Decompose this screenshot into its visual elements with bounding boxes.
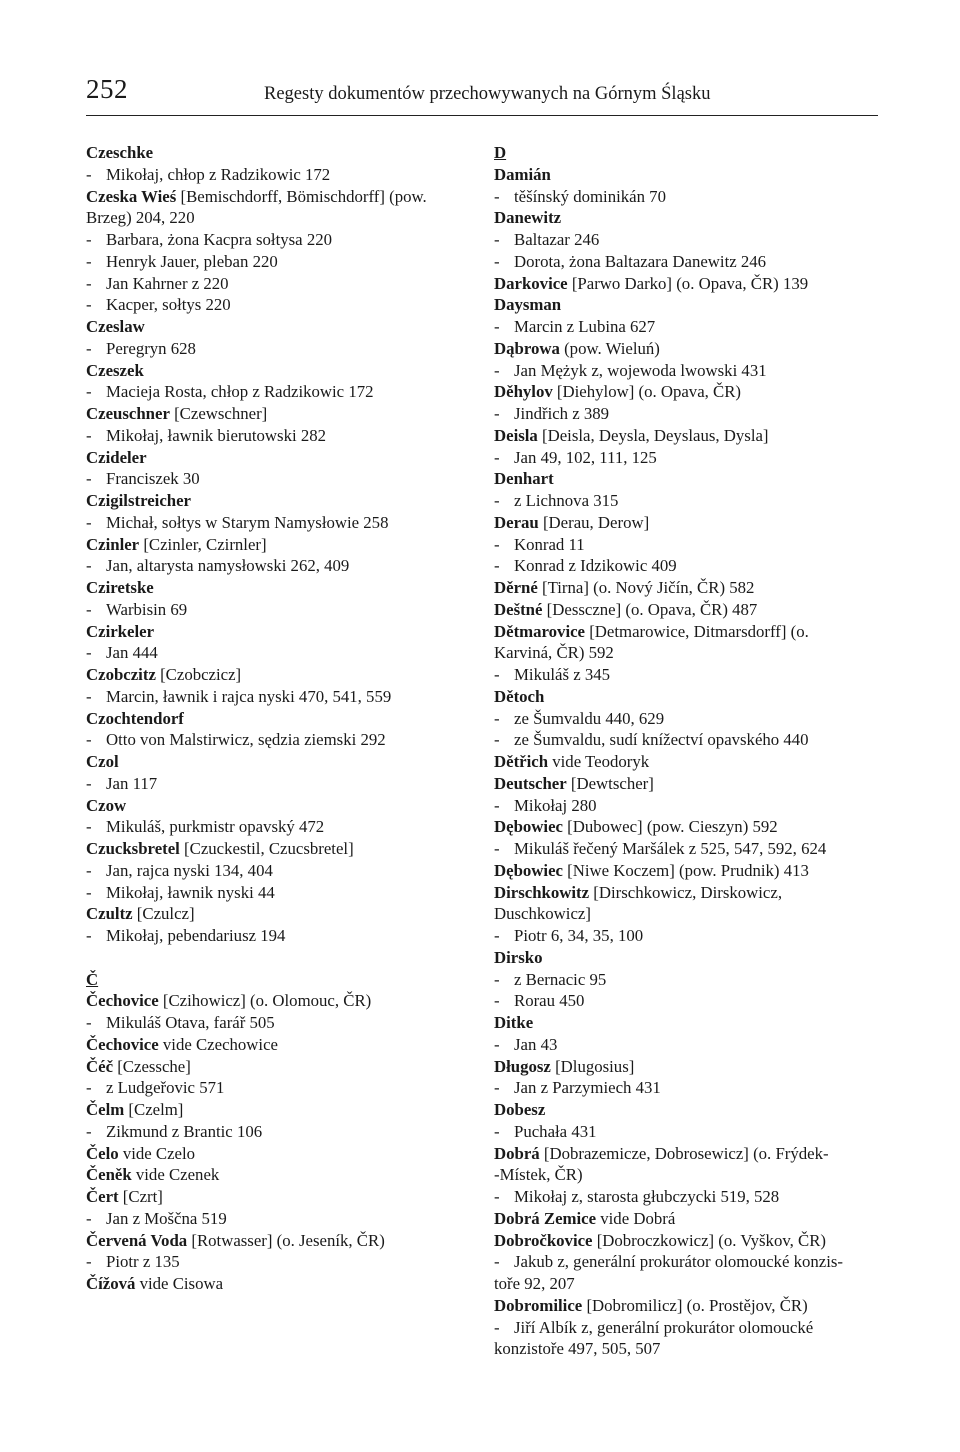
index-entry-heading: Dębowiec [Dubowec] (pow. Cieszyn) 592 xyxy=(494,817,778,837)
index-subentry: - Jan z Parzymiech 431 xyxy=(494,1078,661,1098)
index-subentry: - Marcin z Lubina 627 xyxy=(494,317,656,336)
index-entry-heading: Čechovice [Czihowicz] (o. Olomouc, ČR) xyxy=(86,991,372,1011)
index-subentry: - Konrad 11 xyxy=(494,534,585,554)
index-entry-heading: Czirkeler xyxy=(86,621,155,641)
index-column-left xyxy=(86,142,478,1295)
index-entry-heading: Czobczitz [Czobczicz] xyxy=(86,665,242,684)
index-entry-heading: Czeska Wieś [Bemischdorff, Bömischdorff] (pow. xyxy=(86,186,427,206)
index-subentry: - Jan, altarysta namysłowski 262, 409 xyxy=(86,556,350,576)
index-subentry: - Mikuláš Otava, farář 505 xyxy=(86,1013,275,1032)
index-entry-heading: Dětoch xyxy=(494,686,545,706)
index-entry-continuation: Duschkowicz] xyxy=(494,904,591,924)
index-subentry: - Warbisin 69 xyxy=(86,599,188,619)
index-subentry: - Mikołaj, chłop z Radzikowic 172 xyxy=(86,164,331,184)
index-subentry: - Henryk Jauer, pleban 220 xyxy=(86,251,278,271)
index-entry-heading: Czow xyxy=(86,795,127,815)
index-entry-heading: Derau [Derau, Derow] xyxy=(494,512,650,532)
index-entry-heading: Dobrá Zemice vide Dobrá xyxy=(494,1208,676,1228)
index-subentry: - z Bernacic 95 xyxy=(494,969,607,989)
index-entry-heading: Čert [Czrt] xyxy=(86,1187,163,1206)
index-subentry: - Mikołaj, ławnik nyski 44 xyxy=(86,882,275,902)
index-subentry: - Jiří Albík z, generální prokurátor olomoucké xyxy=(494,1317,814,1337)
index-subentry: - Jan 43 xyxy=(494,1034,558,1054)
index-subentry: - Mikuláš řečený Maršálek z 525, 547, 592, 624 xyxy=(494,839,827,858)
page-number: 252 xyxy=(86,74,128,104)
index-subentry: - Rorau 450 xyxy=(494,991,585,1011)
index-entry-heading: Ditke xyxy=(494,1013,534,1032)
index-entry-heading: Dětřich vide Teodoryk xyxy=(494,752,650,771)
section-gap xyxy=(86,947,478,969)
index-subentry: - z Lichnova 315 xyxy=(494,491,619,510)
index-subentry: - Mikuláš, purkmistr opavský 472 xyxy=(86,817,325,837)
index-entry-heading: Deutscher [Dewtscher] xyxy=(494,773,654,793)
index-entry-heading: Darkovice [Parwo Darko] (o. Opava, ČR) 139 xyxy=(494,273,809,293)
index-entry-heading: Děrné [Tirna] (o. Nový Jičín, ČR) 582 xyxy=(494,578,755,597)
index-entry-heading: Damián xyxy=(494,164,551,184)
index-subentry: - Piotr 6, 34, 35, 100 xyxy=(494,926,644,945)
section-letter-heading: Č xyxy=(86,969,99,989)
index-column-right xyxy=(494,142,878,1360)
index-entry-heading: Dirsko xyxy=(494,947,543,967)
index-subentry: - z Ludgeřovic 571 xyxy=(86,1078,225,1098)
index-subentry: - Konrad z Idzikowic 409 xyxy=(494,556,677,576)
index-subentry: - ze Šumvaldu 440, 629 xyxy=(494,708,665,728)
index-entry-heading: Dirschkowitz [Dirschkowicz, Dirskowicz, xyxy=(494,882,783,902)
index-entry-heading: Czigilstreicher xyxy=(86,491,191,510)
index-entry-heading: Daysman xyxy=(494,295,562,315)
index-subentry: - Macieja Rosta, chłop z Radzikowic 172 xyxy=(86,382,374,402)
index-subentry: - Mikuláš z 345 xyxy=(494,665,611,684)
index-subentry: - Mikołaj 280 xyxy=(494,795,597,815)
index-subentry: - Jakub z, generální prokurátor olomoucké konzis- xyxy=(494,1252,843,1272)
index-entry-heading: Czultz [Czulcz] xyxy=(86,904,195,924)
index-subentry: - Mikołaj, pebendariusz 194 xyxy=(86,926,286,945)
running-title: Regesty dokumentów przechowywanych na Górnym Śląsku xyxy=(264,84,711,104)
index-subentry: - Jindřich z 389 xyxy=(494,404,610,423)
index-entry-heading: Danewitz xyxy=(494,208,562,228)
index-entry-heading: Czeuschner [Czewschner] xyxy=(86,404,268,423)
index-subentry: - Jan Mężyk z, wojewoda lwowski 431 xyxy=(494,360,767,380)
index-entry-heading: Čelo vide Czelo xyxy=(86,1143,196,1163)
index-entry-heading: Dobromilice [Dobromilicz] (o. Prostějov, ČR) xyxy=(494,1295,808,1315)
index-entry-heading: Dąbrowa (pow. Wieluń) xyxy=(494,338,660,358)
index-subentry: - Michał, sołtys w Starym Namysłowie 258 xyxy=(86,512,389,532)
index-subentry: - Mikołaj, ławnik bierutowski 282 xyxy=(86,425,326,445)
index-entry-heading: Czinler [Czinler, Czirnler] xyxy=(86,534,267,554)
index-entry-heading: Denhart xyxy=(494,469,554,489)
index-entry-heading: Czol xyxy=(86,752,119,771)
index-subentry: - Mikołaj z, starosta głubczycki 519, 528 xyxy=(494,1187,780,1206)
index-subentry: - Franciszek 30 xyxy=(86,469,200,489)
index-subentry: - Jan 444 xyxy=(86,643,158,663)
index-subentry: - Barbara, żona Kacpra sołtysa 220 xyxy=(86,230,332,249)
index-entry-heading: Dobrá [Dobrazemicze, Dobrosewicz] (o. Frýdek- xyxy=(494,1143,829,1163)
index-entry-heading: Červená Voda [Rotwasser] (o. Jeseník, ČR) xyxy=(86,1230,385,1250)
index-entry-heading: Čeněk vide Czenek xyxy=(86,1165,220,1185)
index-entry-heading: Deštné [Dessczne] (o. Opava, ČR) 487 xyxy=(494,599,758,619)
index-entry-heading: Dobročkovice [Dobroczkowicz] (o. Vyškov, ČR) xyxy=(494,1230,826,1250)
index-subentry: - Piotr z 135 xyxy=(86,1252,180,1272)
index-subentry-continuation: toře 92, 207 xyxy=(494,1274,575,1293)
index-entry-heading: Cziretske xyxy=(86,578,154,597)
index-subentry: - Zikmund z Brantic 106 xyxy=(86,1121,263,1141)
index-subentry: - Jan z Moščna 519 xyxy=(86,1208,227,1228)
index-subentry: - Peregryn 628 xyxy=(86,338,196,358)
section-letter-heading: D xyxy=(494,143,507,162)
index-subentry: - Jan 49, 102, 111, 125 xyxy=(494,447,657,467)
index-entry-heading: Děhylov [Diehylow] (o. Opava, ČR) xyxy=(494,382,742,402)
index-entry-heading: Čéč [Czessche] xyxy=(86,1056,191,1076)
index-entry-heading: Czeschke xyxy=(86,143,154,162)
index-subentry: - Kacper, sołtys 220 xyxy=(86,295,231,315)
index-entry-heading: Dětmarovice [Detmarowice, Ditmarsdorff] (o. xyxy=(494,621,809,641)
index-entry-heading: Čížová vide Cisowa xyxy=(86,1274,224,1293)
index-subentry: - těšínský dominikán 70 xyxy=(494,186,666,206)
index-entry-heading: Czeslaw xyxy=(86,317,145,336)
index-entry-heading: Czeszek xyxy=(86,360,144,380)
index-subentry: - Baltazar 246 xyxy=(494,230,600,249)
index-subentry: - ze Šumvaldu, sudí knížectví opavského 440 xyxy=(494,730,809,750)
index-entry-heading: Czochtendorf xyxy=(86,708,184,728)
index-subentry: - Marcin, ławnik i rajca nyski 470, 541, 559 xyxy=(86,686,392,706)
index-entry-heading: Čechovice vide Czechowice xyxy=(86,1034,278,1054)
index-subentry: - Jan, rajca nyski 134, 404 xyxy=(86,860,273,880)
header-rule xyxy=(86,115,878,116)
index-subentry-continuation: konzistoře 497, 505, 507 xyxy=(494,1339,661,1359)
index-entry-heading: Deisla [Deisla, Deysla, Deyslaus, Dysla] xyxy=(494,425,769,445)
index-subentry: - Jan 117 xyxy=(86,773,158,793)
index-subentry: - Otto von Malstirwicz, sędzia ziemski 292 xyxy=(86,730,386,750)
index-entry-heading: Čelm [Czelm] xyxy=(86,1100,184,1119)
index-entry-continuation: Brzeg) 204, 220 xyxy=(86,208,195,228)
index-entry-heading: Długosz [Dlugosius] xyxy=(494,1056,635,1076)
index-subentry: - Dorota, żona Baltazara Danewitz 246 xyxy=(494,251,767,271)
index-entry-continuation: -Místek, ČR) xyxy=(494,1165,583,1185)
index-subentry: - Jan Kahrner z 220 xyxy=(86,273,229,293)
index-entry-heading: Czucksbretel [Czuckestil, Czucsbretel] xyxy=(86,839,354,858)
index-subentry: - Puchała 431 xyxy=(494,1121,597,1141)
index-entry-heading: Dobesz xyxy=(494,1100,546,1119)
index-entry-heading: Czideler xyxy=(86,447,147,467)
index-entry-continuation: Karviná, ČR) 592 xyxy=(494,643,614,663)
index-entry-heading: Dębowiec [Niwe Koczem] (pow. Prudnik) 413 xyxy=(494,860,809,880)
